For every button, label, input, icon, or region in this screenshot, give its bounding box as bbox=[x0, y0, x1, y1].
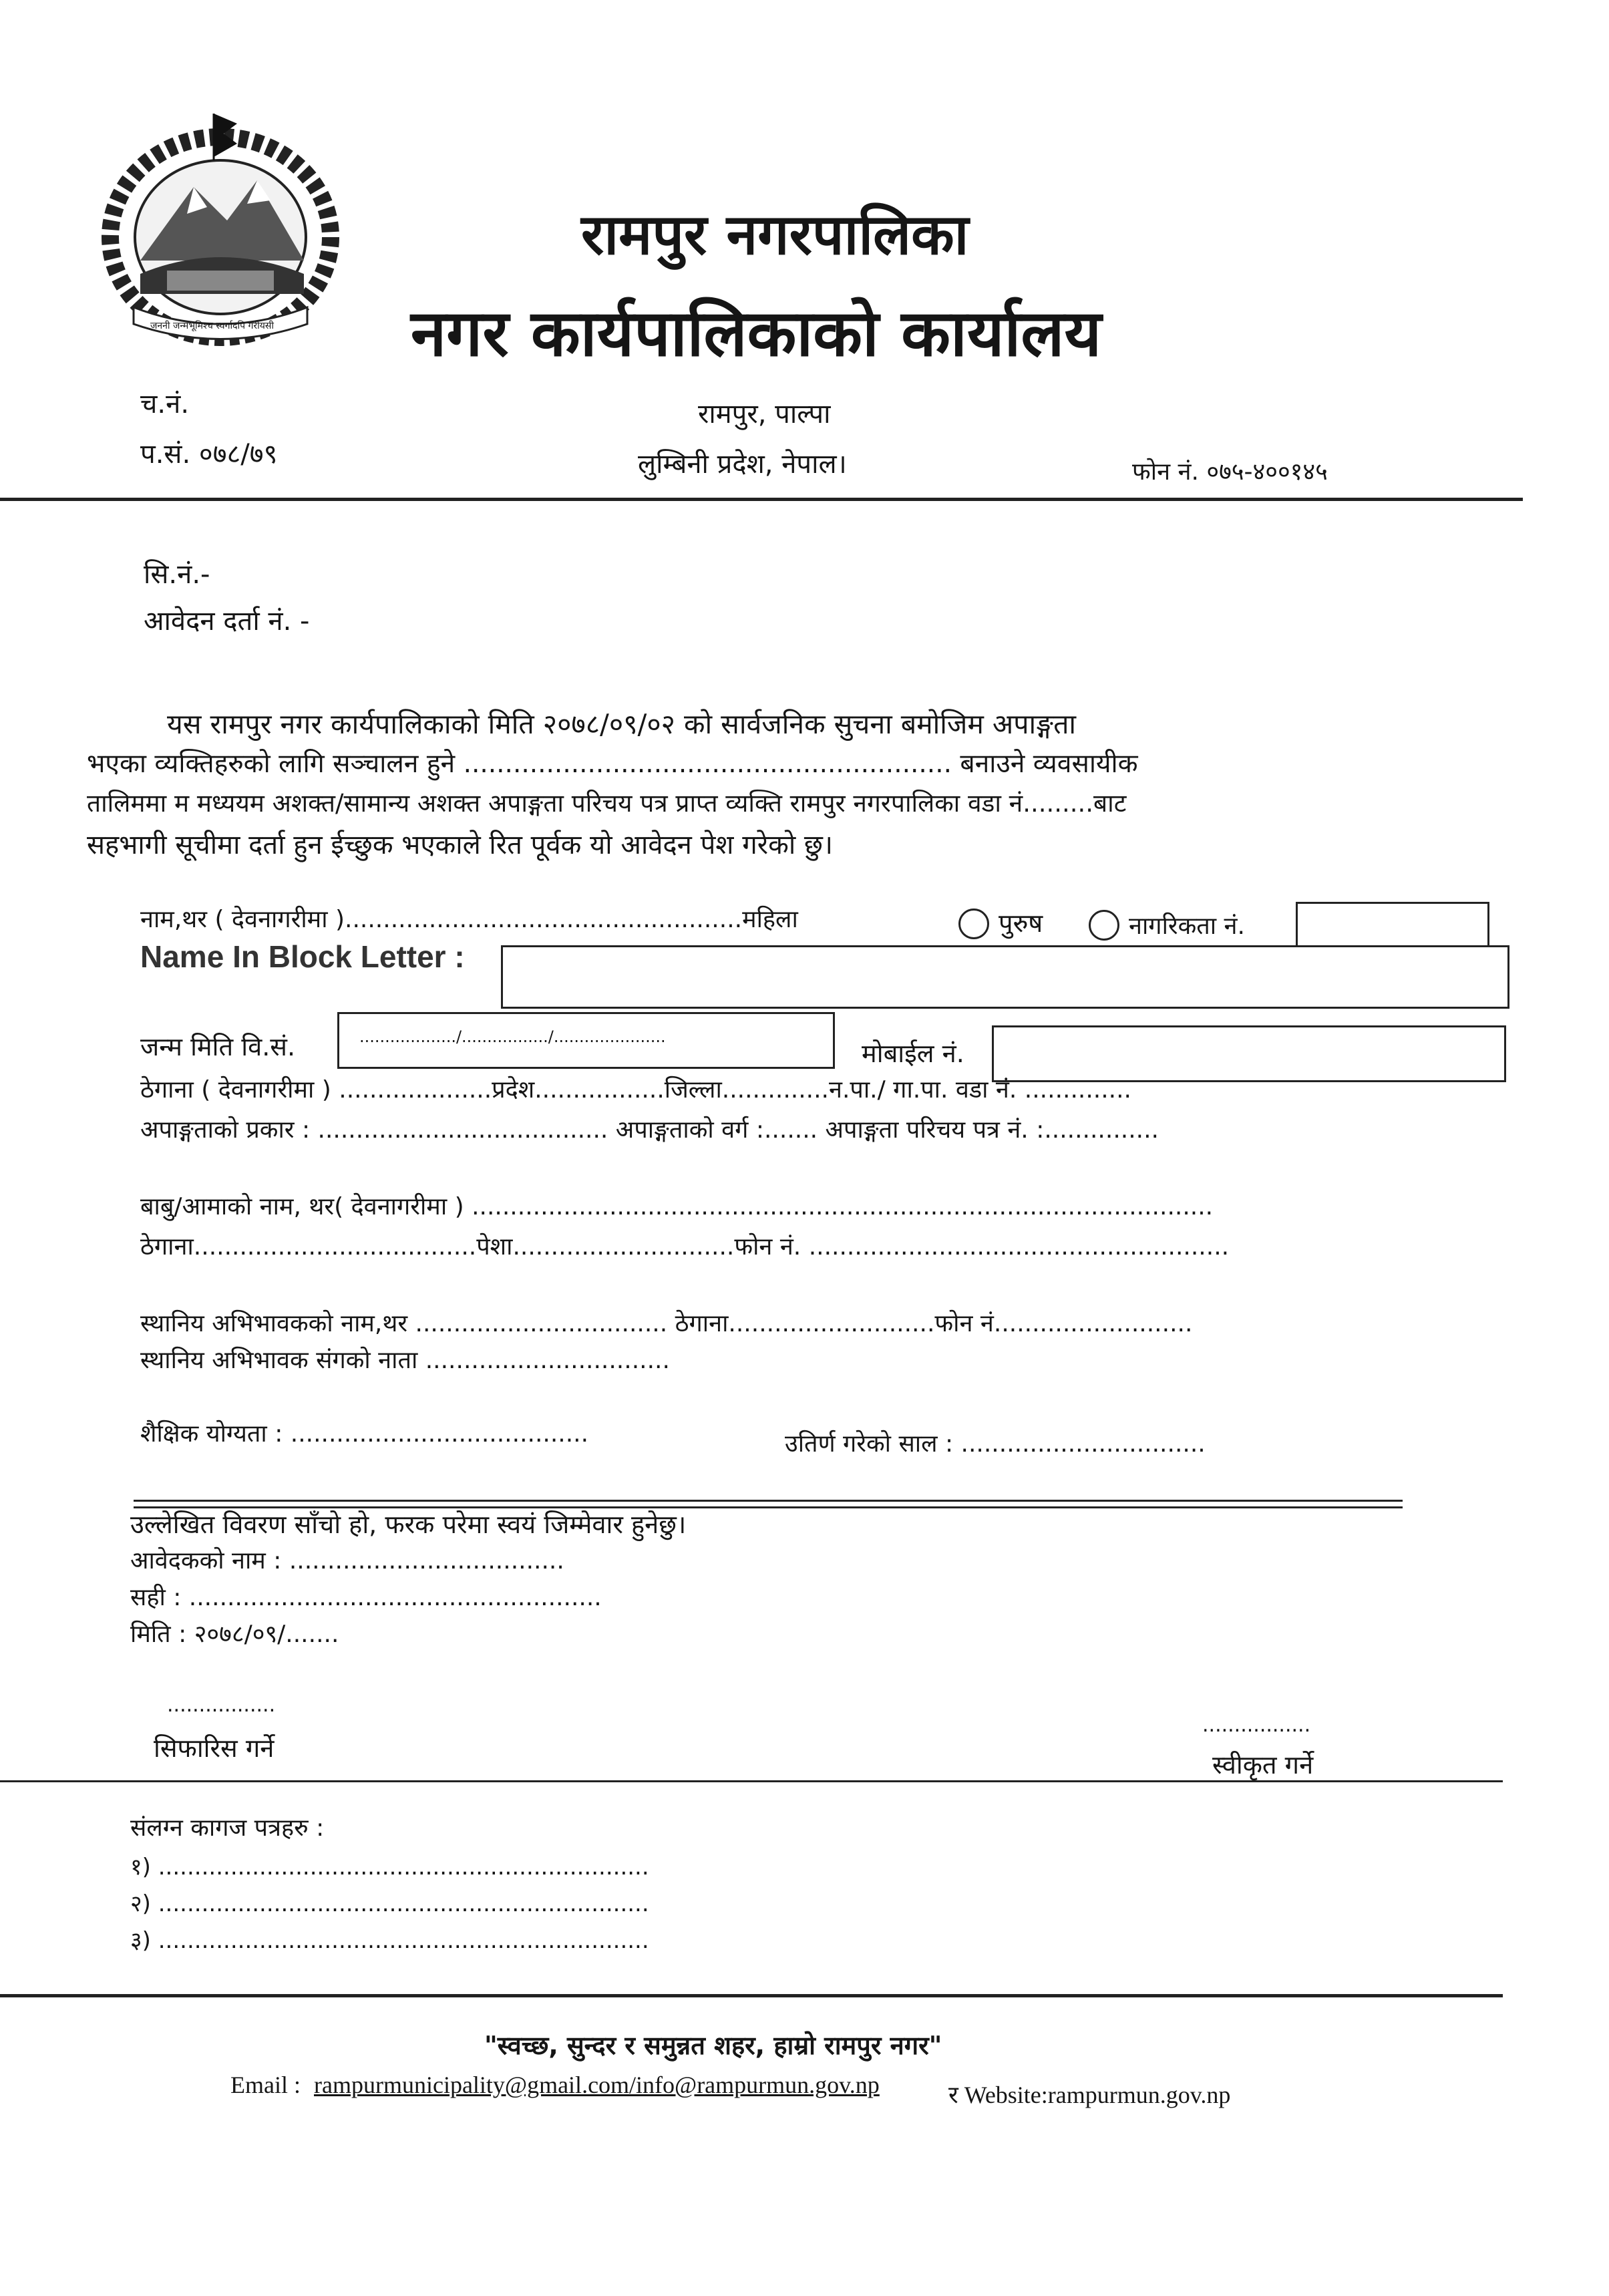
disability-line: अपाङ्गताको प्रकार : ...................................... अपाङ्गताको वर्ग :....... अपाङ्गता परिचय पत्र नं. :............... bbox=[140, 1116, 1159, 1144]
parent-name-line: बाबु/आमाको नाम, थर( देवनागरीमा ) ................................................................................................. bbox=[140, 1193, 1214, 1220]
approve-label: स्वीकृत गर्ने bbox=[1212, 1750, 1314, 1780]
passed-year-line: उतिर्ण गरेको साल : ................................ bbox=[785, 1430, 1206, 1458]
citizenship-label: नागरिकता नं. bbox=[1129, 913, 1245, 940]
si-no-label: सि.नं.- bbox=[144, 559, 210, 590]
dob-input[interactable] bbox=[337, 1012, 835, 1069]
email-link[interactable]: rampurmunicipality@gmail.com/info@rampurmun.gov.np bbox=[314, 2072, 880, 2098]
mobile-label: मोबाईल नं. bbox=[862, 1039, 964, 1068]
application-date-line: मिति : २०७८/०९/....... bbox=[130, 1621, 339, 1648]
address-line-2: लुम्बिनी प्रदेश, नेपाल। bbox=[638, 449, 847, 480]
declaration-rule-top bbox=[134, 1500, 1403, 1502]
intro-line-4: सहभागी सूचीमा दर्ता हुन ईच्छुक भएकाले रित पूर्वक यो आवेदन पेश गरेको छु। bbox=[87, 830, 834, 860]
application-reg-no-label: आवेदन दर्ता नं. - bbox=[144, 606, 310, 637]
address-line: ठेगाना ( देवनागरीमा ) ....................प्रदेश.................जिल्ला..............न.पा./ गा.पा. वडा नं. .............. bbox=[140, 1076, 1131, 1104]
applicant-name-line: आवेदकको नाम : .................................... bbox=[130, 1547, 564, 1575]
footer-slogan: "स्वच्छ, सुन्दर र समुन्नत शहर, हाम्रो रामपुर नगर" bbox=[484, 2031, 942, 2060]
declaration-statement: उल्लेखित विवरण साँचो हो, फरक परेमा स्वयं जिम्मेवार हुनेछु। bbox=[130, 1510, 687, 1539]
website-text: र Website:rampurmun.gov.np bbox=[948, 2082, 1231, 2108]
block-letter-input[interactable] bbox=[501, 945, 1509, 1009]
header-divider bbox=[0, 498, 1523, 501]
approve-signature-dots: ................. bbox=[1202, 1713, 1311, 1737]
dob-label: जन्म मिति वि.सं. bbox=[140, 1032, 296, 1061]
email-label: Email : bbox=[230, 2072, 301, 2098]
phone-number: फोन नं. ०७५-४००१४५ bbox=[1132, 458, 1328, 486]
signature-line: सही : ...................................................... bbox=[130, 1584, 602, 1611]
nepal-emblem-logo bbox=[94, 107, 347, 347]
municipality-title: रामपुर नगरपालिका bbox=[581, 202, 969, 267]
male-radio[interactable] bbox=[1089, 910, 1119, 941]
intro-line-3: तालिममा म मध्ययम अशक्त/सामान्य अशक्त अपाङ्गता परिचय पत्र प्राप्त व्यक्ति रामपुर नगरपालिका वडा नं.........बाट bbox=[87, 789, 1127, 818]
attachment-item: २) .................................................................... bbox=[130, 1891, 649, 1917]
recommend-label: सिफारिस गर्ने bbox=[154, 1734, 275, 1763]
attachment-item: १) .................................................................... bbox=[130, 1854, 649, 1880]
emblem-motto: जननी जन्मभूमिश्च स्वर्गादपि गरीयसी bbox=[150, 321, 274, 331]
block-letter-label: Name In Block Letter : bbox=[140, 939, 465, 974]
footer-divider bbox=[0, 1994, 1503, 1997]
approval-divider bbox=[0, 1780, 1503, 1782]
guardian-name-line: स्थानिय अभिभावकको नाम,थर ................................. ठेगाना...........................फोन नं.......................... bbox=[140, 1310, 1193, 1337]
intro-line-2: भएका व्यक्तिहरुको लागि सञ्चालन हुने ........................................................... बनाउने व्यवसायीक bbox=[87, 749, 1138, 779]
address-line-1: रामपुर, पाल्पा bbox=[698, 399, 831, 430]
ch-no-label: च.नं. bbox=[140, 389, 190, 420]
guardian-relation-line: स्थानिय अभिभावक संगको नाता ................................ bbox=[140, 1347, 670, 1374]
attachments-title: संलग्न कागज पत्रहरु : bbox=[130, 1814, 325, 1842]
education-line: शैक्षिक योग्यता : ....................................... bbox=[140, 1420, 589, 1448]
name-devanagari-label: नाम,थर ( देवनागरीमा )....................................................महिला bbox=[140, 906, 798, 933]
recommend-signature-dots: ................. bbox=[167, 1693, 276, 1717]
female-radio[interactable] bbox=[958, 909, 989, 939]
male-label: पुरुष bbox=[999, 909, 1043, 938]
citizenship-input[interactable] bbox=[1296, 902, 1489, 949]
parent-address-line: ठेगाना.....................................पेशा.............................फोन नं. ....................................................... bbox=[140, 1233, 1230, 1261]
ps-label: प.सं. ०७८/७९ bbox=[140, 439, 278, 470]
office-title: नगर कार्यपालिकाको कार्यालय bbox=[411, 296, 1102, 371]
attachment-item: ३) .................................................................... bbox=[130, 1927, 649, 1954]
intro-line-1: यस रामपुर नगर कार्यपालिकाको मिति २०७८/०९/०२ को सार्वजनिक सुचना बमोजिम अपाङ्गता bbox=[167, 708, 1077, 740]
dob-placeholder: .................../................./...................... bbox=[359, 1027, 666, 1046]
